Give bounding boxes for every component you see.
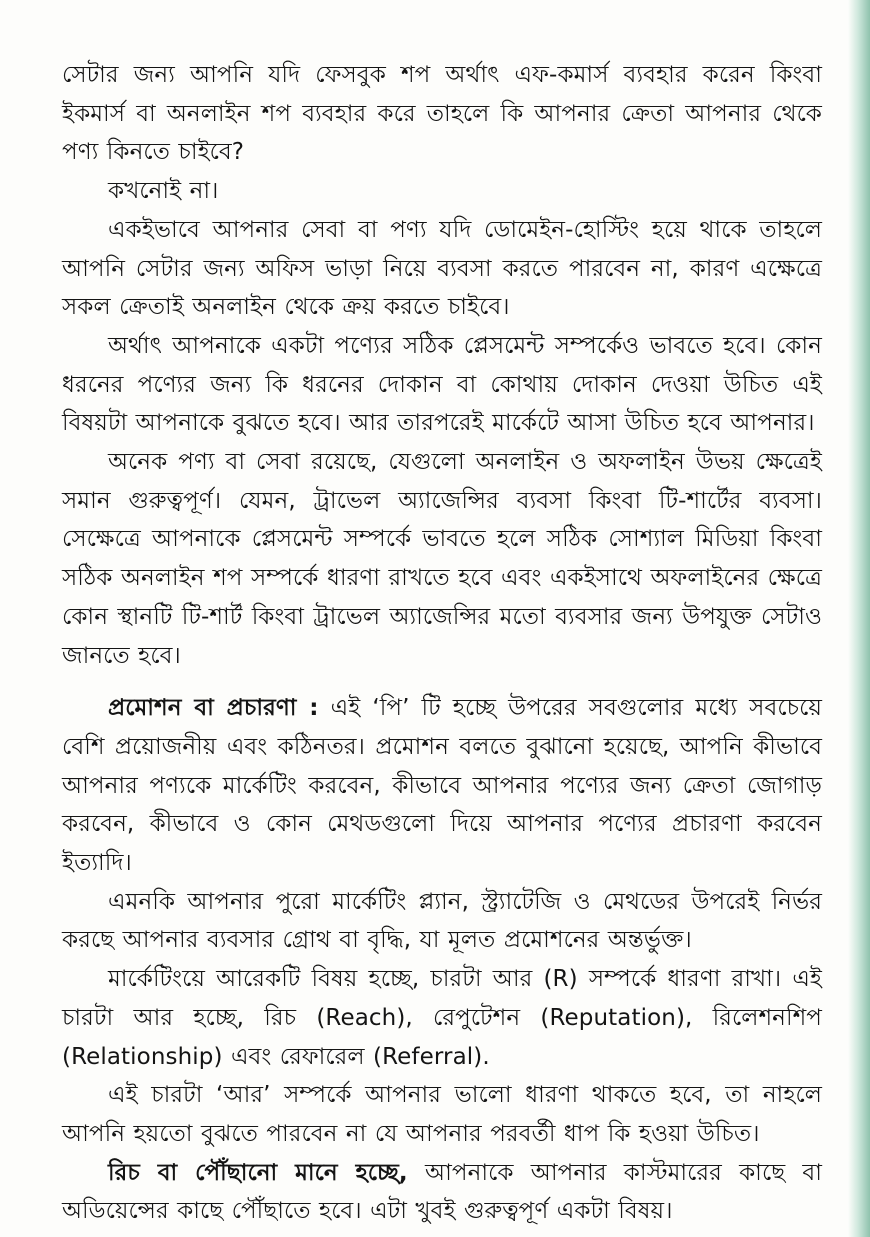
paragraph-four-r: মার্কেটিংয়ে আরেকটি বিষয় হচ্ছে, চারটা আর (R) সম্পর্কে ধারণা রাখা। এই চারটা আর হচ্ছে, রিচ (Reach), রেপুটেশন (Reputation), রিলেশনশিপ (Relationship) এবং রেফারেল (Referral). — [62, 966, 822, 1070]
paragraph-continuation: সেটার জন্য আপনি যদি ফেসবুক শপ অর্থাৎ এফ-কমার্স ব্যবহার করেন কিংবা ইকমার্স বা অনলাইন শপ ব্যবহার করে তাহলে কি আপনার ক্রেতা আপনার থেকে পণ্য কিনতে চাইবে? — [62, 62, 822, 166]
promotion-heading: প্রমোশন বা প্রচারণা : — [108, 695, 319, 722]
book-page — [62, 56, 822, 1226]
paragraph-reach — [62, 1154, 822, 1231]
page-edge — [848, 0, 870, 1237]
paragraph-promotion — [62, 689, 822, 883]
paragraph-never: কখনোই না। — [108, 178, 219, 205]
paragraph-online-offline: অনেক পণ্য বা সেবা রয়েছে, যেগুলো অনলাইন ও অফলাইন উভয় ক্ষেত্রেই সমান গুরুত্বপূর্ণ। যেমন, ট্রাভেল অ্যাজেন্সির ব্যবসা কিংবা টি-শার্টের ব্যবসা। সেক্ষেত্রে আপনাকে প্লেসমেন্ট সম্পর্কে ভাবতে হলে সঠিক সোশ্যাল মিডিয়া কিংবা সঠিক অনলাইন শপ সম্পর্কে ধারণা রাখতে হবে এবং একইসাথে অফলাইনের ক্ষেত্রে কোন স্থানটি টি-শার্ট কিংবা ট্রাভেল অ্যাজেন্সির মতো ব্যবসার জন্য উপযুক্ত সেটাও জানতে হবে। — [62, 449, 822, 669]
promotion-text: এই ‘পি’ টি হচ্ছে উপরের সবগুলোর মধ্যে সবচেয়ে বেশি প্রয়োজনীয় এবং কঠিনতর। প্রমোশন বলতে বুঝানো হয়েছে, আপনি কীভাবে আপনার পণ্যকে মার্কেটিং করবেন, কীভাবে আপনার পণ্যের জন্য ক্রেতা জোগাড় করবেন, কীভাবে ও কোন মেথডগুলো দিয়ে আপনার পণ্যের প্রচারণা করবেন ইত্যাদি। — [62, 695, 822, 877]
reach-heading: রিচ বা পৌঁছানো মানে হচ্ছে, — [108, 1159, 408, 1186]
paragraph-domain-hosting: একইভাবে আপনার সেবা বা পণ্য যদি ডোমেইন-হোস্টিং হয়ে থাকে তাহলে আপনি সেটার জন্য অফিস ভাড়া নিয়ে ব্যবসা করতে পারবেন না, কারণ এক্ষেত্রে সকল ক্রেতাই অনলাইন থেকে ক্রয় করতে চাইবে। — [62, 216, 822, 321]
paragraph-marketing-plan: এমনকি আপনার পুরো মার্কেটিং প্ল্যান, স্ট্র্যাটেজি ও মেথডের উপরেই নির্ভর করছে আপনার ব্যবসার গ্রোথ বা বৃদ্ধি, যা মূলত প্রমোশনের অন্তর্ভুক্ত। — [62, 888, 822, 954]
paragraph-placement: অর্থাৎ আপনাকে একটা পণ্যের সঠিক প্লেসমেন্ট সম্পর্কেও ভাবতে হবে। কোন ধরনের পণ্যের জন্য কি ধরনের দোকান বা কোথায় দোকান দেওয়া উচিত এই বিষয়টা আপনাকে বুঝতে হবে। আর তারপরেই মার্কেটে আসা উচিত হবে আপনার। — [62, 332, 822, 437]
reach-text: আপনাকে আপনার কাস্টমারের কাছে বা অডিয়েন্সের কাছে পৌঁছাতে হবে। এটা খুবই গুরুত্বপূর্ণ একটা বিষয়। — [62, 1159, 822, 1225]
paragraph-four-r-importance: এই চারটা ‘আর’ সম্পর্কে আপনার ভালো ধারণা থাকতে হবে, তা নাহলে আপনি হয়তো বুঝতে পারবেন না যে আপনার পরবর্তী ধাপ কি হওয়া উচিত। — [62, 1082, 822, 1147]
